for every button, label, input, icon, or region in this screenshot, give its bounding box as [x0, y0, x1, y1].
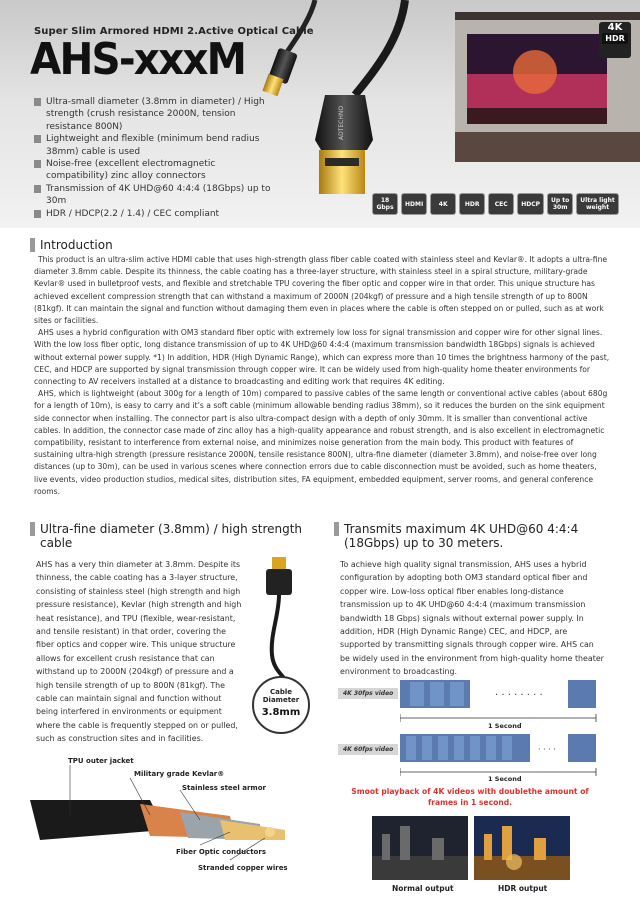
feature-item: Ultra-small diameter (3.8mm in diameter) / High strength (crush resistance 2000N, tension resistance 800N) [34, 96, 272, 133]
intro-paragraph: AHS, which is lightweight (about 300g for a length of 10m) compared to passive cables of the same length or conventional active cables (about 680g for a length of 10m), is easy to carry and it’s a soft cable (minimum allowable bending radius 38mm), so it reduces the burden on the sink equipment side connector when installing. The connector part is also ultra-compact design with a depth of only 30mm. It is smaller than conventional active cables. In addition, the connector case made of zinc alloy has a high-quality appearance and robust strength, and is also excellent in electromagnetic compatibility, resistant to interference from external noise, and minimizes noise generation from the main body. This product with features of sustaining ultra-high strength (pressure resistance 2000N, tensile resistance 800N), ultra-fine diameter (diameter 3.8mm), and noise-free over long distances (up to 30m), can be used in various scenes where connection errors due to cable disconnection must be avoided, such as home theaters, live events, video production studios, medical sites, distribution sites, FA equipment, embedded equipment, server rooms, and general conference rooms. [34, 389, 608, 496]
normal-output-label: Normal output [392, 884, 454, 893]
diameter-body: AHS has a very thin diameter at 3.8mm. Despite its thinness, the cable coating has a 3-layer structure, consisting of stainless steel (high strength and high pressure resistance), Kevlar (high strength and high heat resistance), and TPU (flexible, wear-resistant, and tensile resistant) in that order, covering the fiber optics and copper wire. This unique structure allows for excellent crush resistance that can withstand up to 2000N (204kgf) of pressure and a high tensile strength of up to 800N (81kgf). The cable can maintain signal and function without being interfered in environments or equipment where the cable is frequently stepped on or pulled, such as construction sites and in facilities. [36, 560, 242, 744]
intro-body [34, 254, 612, 498]
normal-output-image [372, 816, 468, 880]
svg-text:· · · ·: · · · · [538, 745, 556, 754]
fps60-label: 4K 60fps video [338, 744, 398, 755]
callout-kevlar: Military grade Kevlar® [134, 770, 225, 778]
intro-paragraph: AHS uses a hybrid configuration with OM3 standard fiber optic with extremely low loss for signal transmission and copper wire for other signal lines. With the low loss fiber optic, long distance transmission of up to 4K UHD@60 4:4:4 (maximum transmission bandwidth 18Gbps) signals is achieved without external power supply. *1) In addition, HDR (High Dynamic Range), which can express more than 10 times the brightness harmony of the past, CEC, and HDCP are supported by signal transmission through copper wire. It can be widely used from high-quality home theater environments for connecting to AV receivers installed at a distance to broadcasting and editing work that requires 4K editing. [34, 328, 610, 387]
spec-badge: HDCP [517, 193, 544, 215]
callout-steel: Stainless steel armor [182, 784, 266, 792]
feature-list [34, 96, 272, 220]
hdr-output-label: HDR output [498, 884, 548, 893]
product-model: AHS-xxxM [30, 34, 246, 85]
one-second-label: 1 Second [488, 775, 522, 783]
spec-badge: CEC [488, 193, 514, 215]
spec-badge: 18 Gbps [372, 193, 398, 215]
diameter-heading: Ultra-fine diameter (3.8mm) / high strength cable [30, 522, 320, 550]
callout-copper: Stranded copper wires [198, 864, 288, 872]
cable-connector-image [250, 555, 310, 695]
hdr-output-image [474, 816, 570, 880]
feature-item: Noise-free (excellent electromagnetic compatibility) zinc alloy connectors [34, 158, 272, 183]
fps30-label: 4K 30fps video [338, 688, 398, 699]
4k-hdr-logo: 4K HDR [600, 22, 630, 44]
feature-item: Lightweight and flexible (minimum bend radius 38mm) cable is used [34, 133, 272, 158]
spec-badge: HDR [459, 193, 485, 215]
spec-badge: Ultra light weight [576, 193, 618, 215]
one-second-label: 1 Second [488, 722, 522, 730]
connector-brand-text: ADTECHNO [338, 105, 345, 140]
transmission-heading: Transmits maximum 4K UHD@60 4:4:4 (18Gbps) up to 30 meters. [334, 522, 624, 550]
callout-fiber: Fiber Optic conductors [176, 848, 266, 856]
cable-diameter-badge: Cable Diameter 3.8mm [252, 676, 310, 734]
spec-badges [372, 193, 619, 215]
transmission-body: To achieve high quality signal transmission, AHS uses a hybrid configuration by adopting both OM3 standard optical fiber and copper wire. Low-loss optical fiber enables long-distance transmission up to 4K UHD@60 4:4:4 (maximum transmission bandwidth 18 Gbps) signals without external power supply. In addition, HDR (High Dynamic Range) CEC, and HDCP, are supported by transmitting signals through copper wire. AHS can be widely used in the environment from high-quality home theater environment to broadcasting. [340, 560, 604, 677]
intro-heading: Introduction [30, 238, 113, 252]
intro-paragraph: This product is an ultra-slim active HDMI cable that uses high-strength glass fiber cable coated with stainless steel and Kevlar®. It adopts a ultra-fine diameter 3.8mm cable. Despite its thinness, the cable coating has a three-layer structure, with stainless steel in a spiral structure, military-grade Kevlar® used in bulletproof vests, and flexible and stretchable TPU covering the fiber optic and copper wire in that order. This unique structure has achieved excellent compression strength that can withstand a maximum of 2000N (204kgf) of pressure and a high tensile strength of up to 800N (81kgf). It can maintain the signal and function without damaging them even in places where the cable is often stepped on or pulled, such as at work sites or facilities. [34, 255, 608, 326]
svg-text:· · · · · · · ·: · · · · · · · · [495, 690, 543, 701]
spec-badge: HDMI [401, 193, 427, 215]
spec-badge: 4K [430, 193, 456, 215]
callout-tpu: TPU outer jacket [68, 757, 134, 765]
feature-item: Transmission of 4K UHD@60 4:4:4 (18Gbps) up to 30m [34, 183, 272, 208]
feature-item: HDR / HDCP(2.2 / 1.4) / CEC compliant [34, 208, 272, 220]
smooth-playback-note: Smoot playback of 4K videos with doublethe amount of frames in 1 second. [351, 787, 589, 807]
cable-structure-diagram [30, 760, 300, 880]
spec-badge: Up to 30m [547, 193, 573, 215]
header-banner [0, 0, 640, 228]
product-subtitle: Super Slim Armored HDMI 2.Active Optical Cable [34, 26, 314, 37]
